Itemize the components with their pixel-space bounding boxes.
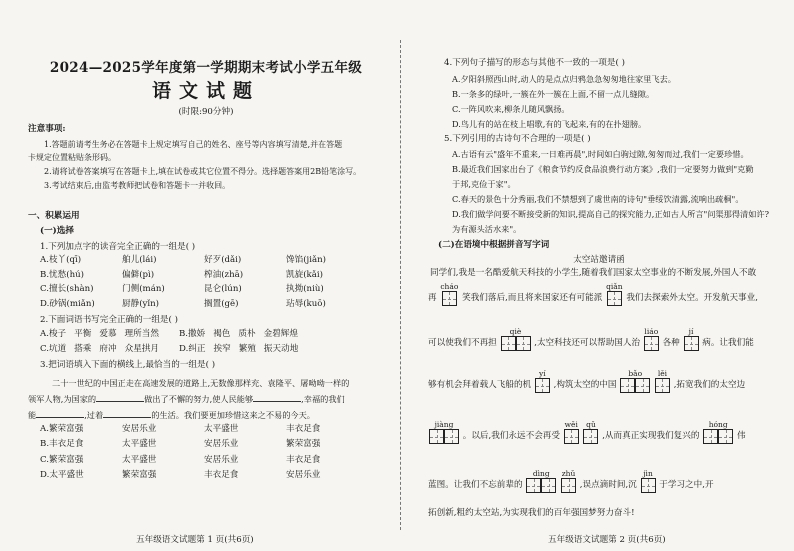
option-word: 平衡 xyxy=(74,329,92,340)
essay-text: 笑我们落后,而且将来国家还有可能派 xyxy=(462,293,603,303)
exam-subject: 语文试题 xyxy=(151,80,260,103)
option[interactable]: B.丰衣足食 xyxy=(40,439,84,450)
option-word: 振天动地 xyxy=(263,343,299,354)
option-row xyxy=(40,329,384,339)
option-word: 挨窄 xyxy=(213,343,231,354)
essay-last-line: 拓创新,粗约太空站,为实现我们的百年强国梦努力奋斗! xyxy=(428,508,635,518)
fill-blank[interactable] xyxy=(96,394,144,402)
section-heading: 一、积累运用 xyxy=(28,210,80,221)
option[interactable]: A.古语有云"盛年不重来,一日难再晨",时间如白驹过隙,匆匆而过,我们一定要珍惜。 xyxy=(452,149,749,159)
essay-line xyxy=(428,421,788,444)
char-box[interactable] xyxy=(429,429,444,444)
passage-text: 领军人物,为国家的 xyxy=(28,393,97,404)
essay-line xyxy=(428,283,788,306)
q2-options xyxy=(40,329,384,354)
pinyin-box[interactable] xyxy=(684,328,699,351)
passage-text: 能 xyxy=(28,409,37,420)
essay-text: 病。让我们能 xyxy=(702,338,754,348)
char-box[interactable] xyxy=(516,336,531,351)
option-word: 安居乐业 xyxy=(122,423,157,434)
option: 执拗(niù) xyxy=(286,284,324,295)
q3-options xyxy=(40,424,384,481)
pinyin: jiàng xyxy=(434,420,454,429)
option[interactable]: A.枝丫(qī) xyxy=(40,255,82,266)
option: 昆仑(lún) xyxy=(204,284,242,295)
option: 榨油(zhā) xyxy=(204,269,244,280)
char-box[interactable] xyxy=(442,291,457,306)
note-line: 1.答题前请考生务必在答题卡上规定填写自己的姓名、座号等内容填写清楚,并在答题 xyxy=(44,139,343,149)
pinyin-box[interactable] xyxy=(620,370,650,393)
pinyin-box[interactable] xyxy=(641,470,656,493)
option[interactable]: A.夕阳斜照西山时,动人的是点点归鸦急急匆匆地往家里飞去。 xyxy=(452,74,676,84)
question-3: 3.把词语填入下面的横线上,最恰当的一组是( ) xyxy=(40,360,216,371)
option-word: 繁荣富强 xyxy=(122,470,157,481)
option[interactable]: A.梭子 xyxy=(40,329,67,340)
essay-line xyxy=(428,328,788,351)
option-word: 太平盛世 xyxy=(122,439,157,450)
essay-text: 。以后,我们永远不会再受 xyxy=(462,431,560,441)
note-line: 卡规定位置粘贴条形码。 xyxy=(28,153,116,163)
option: 馋馅(jiǎn) xyxy=(286,255,326,266)
q4-options xyxy=(452,74,676,129)
pinyin: hóng xyxy=(708,420,728,429)
option-word: 众星拱月 xyxy=(124,343,159,354)
pinyin: dìng xyxy=(532,469,550,478)
pinyin-box[interactable] xyxy=(583,421,598,444)
essay-text: 伟 xyxy=(736,431,746,441)
passage-line: 二十一世纪的中国正走在高速发展的道路上,无数像那样充、袁隆平、屠呦呦一样的 xyxy=(52,377,350,388)
essay-line xyxy=(428,370,788,393)
option-word: 爱慕 xyxy=(99,329,117,340)
option[interactable]: B.忧愁(hú) xyxy=(40,269,85,280)
option-continued: 为有源头活水来"。 xyxy=(452,224,522,234)
question-1: 1.下列加点字的读音完全正确的一组是( ) xyxy=(40,241,196,252)
page-footer-right: 五年级语文试题第 2 页(共6页) xyxy=(548,535,666,545)
char-box[interactable] xyxy=(501,336,516,351)
option[interactable]: A.繁荣富强 xyxy=(40,423,84,434)
option: 玷辱(kuō) xyxy=(286,298,326,309)
essay-intro: 同学们,我是一名酷爱航天科技的小学生,随着我们国家太空事业的不断发展,外国人不敢 xyxy=(430,268,757,278)
essay-text: ,误点滴时间,沉 xyxy=(579,480,637,490)
char-box[interactable] xyxy=(641,478,656,493)
fill-blank[interactable] xyxy=(103,410,151,418)
char-box[interactable] xyxy=(561,478,576,493)
pinyin-box[interactable] xyxy=(644,328,659,351)
note-line: 3.考试结束后,由监考教师把试卷和答题卡一并收回。 xyxy=(44,180,231,190)
notes-title: 注意事项: xyxy=(28,124,66,135)
option[interactable]: D.砂锅(miǎn) xyxy=(40,298,95,309)
exam-title: 2024—2025学年度第一学期期末考试小学五年级 xyxy=(49,60,363,76)
q5-options xyxy=(452,149,769,234)
option[interactable]: D.纠正 xyxy=(179,343,206,354)
essay-text: 我们去探索外太空。开发航天事业, xyxy=(626,293,758,303)
pinyin: yí xyxy=(539,369,546,378)
essay-text: 可以使我们不再担 xyxy=(428,338,497,348)
fill-blank[interactable] xyxy=(253,394,301,402)
option[interactable]: D.鸟儿有的站在枝上唱歌,有的飞起来,有的在扑翅膀。 xyxy=(452,119,647,129)
option-word: 搭乘 xyxy=(74,343,92,354)
pinyin: liáo xyxy=(644,327,659,336)
char-box[interactable] xyxy=(620,378,635,393)
passage-text: ,幸福的我们 xyxy=(301,393,345,404)
char-box[interactable] xyxy=(607,291,622,306)
pinyin-box[interactable] xyxy=(535,370,550,393)
question-4: 4.下列句子描写的形态与其他不一致的一项是( ) xyxy=(444,58,625,68)
q1-options xyxy=(40,255,384,309)
option: 搁置(gē) xyxy=(204,298,239,309)
option[interactable]: D.太平盛世 xyxy=(40,470,84,481)
pinyin-box[interactable] xyxy=(440,283,458,306)
char-box[interactable] xyxy=(535,378,550,393)
note-line: 2.请将试卷答案填写在答题卡上,填在试卷或其它位置不得分。选择题答案用2B铅笔涂写。 xyxy=(44,167,362,177)
option-word: 丰衣足食 xyxy=(286,454,321,465)
option-word: 褐色 xyxy=(213,329,231,340)
char-box[interactable] xyxy=(644,336,659,351)
char-box[interactable] xyxy=(635,378,650,393)
option: 好歹(dǎi) xyxy=(204,255,242,266)
char-box[interactable] xyxy=(703,429,718,444)
option: 偏僻(pì) xyxy=(122,269,155,280)
option: 舶儿(lái) xyxy=(122,255,157,266)
option-word: 繁殖 xyxy=(238,343,256,354)
passage-line xyxy=(28,410,384,420)
char-box[interactable] xyxy=(583,429,598,444)
pinyin-box[interactable] xyxy=(561,470,576,493)
exam-time: (时限:90分钟) xyxy=(178,106,234,117)
option-word: 理所当然 xyxy=(124,329,159,340)
pinyin-box[interactable] xyxy=(501,328,531,351)
passage-text: ,过着 xyxy=(84,409,104,420)
pinyin-box[interactable] xyxy=(606,283,623,306)
passage xyxy=(28,378,384,420)
char-box[interactable] xyxy=(684,336,699,351)
pinyin-box[interactable] xyxy=(429,421,459,444)
essay-text: ,构筑太空的中国 xyxy=(553,380,617,390)
option-word: 安居乐业 xyxy=(286,470,321,481)
subsection-heading: (一)选择 xyxy=(40,226,74,237)
option[interactable]: C.坑道 xyxy=(40,343,67,354)
pinyin: qiè xyxy=(509,327,522,336)
char-box[interactable] xyxy=(541,478,556,493)
pinyin: qǔ xyxy=(586,420,596,429)
option-row xyxy=(40,470,384,480)
pinyin: wěi xyxy=(564,420,578,429)
option-word: 丰衣足食 xyxy=(286,423,321,434)
passage-text: 做出了不懈的努力,使人民能够 xyxy=(144,393,254,404)
option: 凯旋(kǎi) xyxy=(286,269,323,280)
passage-line xyxy=(28,394,384,404)
char-box[interactable] xyxy=(655,378,670,393)
question-5: 5.下列引用的古诗句不合理的一项是( ) xyxy=(444,134,591,144)
pinyin-box[interactable] xyxy=(655,370,670,393)
passage-text: 的生活。我们要更加珍惜这来之不易的今天。 xyxy=(151,409,315,420)
fill-blank[interactable] xyxy=(36,410,84,418)
notes xyxy=(28,140,384,191)
option-row xyxy=(40,344,384,354)
option-row xyxy=(40,424,384,434)
option-row xyxy=(40,299,384,309)
pinyin-box[interactable] xyxy=(564,421,579,444)
option-word: 太平盛世 xyxy=(122,454,157,465)
pinyin: lěi xyxy=(657,369,668,378)
essay-line xyxy=(428,470,788,493)
option-row xyxy=(40,255,384,265)
option-word: 府冲 xyxy=(99,343,117,354)
essay-title: 太空站邀请函 xyxy=(573,255,625,265)
option-word: 安居乐业 xyxy=(204,439,239,450)
option: 门侧(mán) xyxy=(122,284,165,295)
option[interactable]: C.一阵风吹来,柳条儿随风飘扬。 xyxy=(452,104,570,114)
option-word: 质朴 xyxy=(238,329,256,340)
option[interactable]: D.我们做学问要不断接受新的知识,提高自己的探究能力,正如古人所言"问渠那得清如许? xyxy=(452,209,769,219)
essay-text: ,从而真正实现我们复兴的 xyxy=(602,431,700,441)
option-word: 丰衣足食 xyxy=(204,470,239,481)
essay-text: ,太空科技还可以帮助国人治 xyxy=(534,338,641,348)
option[interactable]: B.撒娇 xyxy=(178,329,206,340)
question-2: 2.下面词语书写完全正确的一组是( ) xyxy=(40,315,178,325)
subsection-heading: (二)在语境中根据拼音写字词 xyxy=(438,240,550,250)
pinyin: bǎo xyxy=(628,369,643,378)
option: 厨静(yǐn) xyxy=(122,298,160,309)
option[interactable]: B.一条多的绿叶,一簇在外一簇在上面,不留一点儿缝隙。 xyxy=(452,89,655,99)
page-divider xyxy=(400,40,401,530)
pinyin: jí xyxy=(688,327,694,336)
pinyin: qiǎn xyxy=(606,282,623,291)
option-word: 太平盛世 xyxy=(204,423,239,434)
pinyin: jìn xyxy=(643,469,653,478)
pinyin: zhǔ xyxy=(561,469,576,478)
pinyin-box[interactable] xyxy=(703,421,733,444)
essay-text: ,拓宽我们的太空边 xyxy=(673,380,746,390)
char-box[interactable] xyxy=(444,429,459,444)
exam-page-2 xyxy=(404,0,794,551)
pinyin: cháo xyxy=(440,282,459,291)
option-row xyxy=(40,270,384,280)
char-box[interactable] xyxy=(718,429,733,444)
option-word: 繁荣富强 xyxy=(286,439,321,450)
essay-text: 再 xyxy=(428,293,437,303)
essay-text: 于学习之中,开 xyxy=(659,480,714,490)
essay-text: 各种 xyxy=(662,338,680,348)
option[interactable]: C.擅长(shàn) xyxy=(40,284,94,295)
pinyin-box[interactable] xyxy=(526,470,556,493)
option-word: 安居乐业 xyxy=(204,454,239,465)
option-row xyxy=(40,455,384,465)
option[interactable]: C.繁荣富强 xyxy=(40,454,84,465)
option-row xyxy=(40,439,384,449)
essay-text: 够有机会拜着载人飞船的机 xyxy=(428,380,532,390)
option-word: 金碧辉煌 xyxy=(263,329,298,340)
option[interactable]: C.春天的景色十分秀丽,我们不禁想到了虞世南的诗句"垂绥饮清露,流响出疏桐"。 xyxy=(452,194,744,204)
option-continued: 于邦,克俭于家"。 xyxy=(452,179,516,189)
option[interactable]: B.最近我们国家出台了《粮食节约反食品浪费行动方案》,我们一定要努力做到"克勤 xyxy=(452,164,754,174)
char-box[interactable] xyxy=(564,429,579,444)
char-box[interactable] xyxy=(526,478,541,493)
essay-text: 蓝图。让我们不忘前辈的 xyxy=(428,480,523,490)
option-row xyxy=(40,284,384,294)
page-footer-left: 五年级语文试题第 1 页(共6页) xyxy=(136,535,254,545)
